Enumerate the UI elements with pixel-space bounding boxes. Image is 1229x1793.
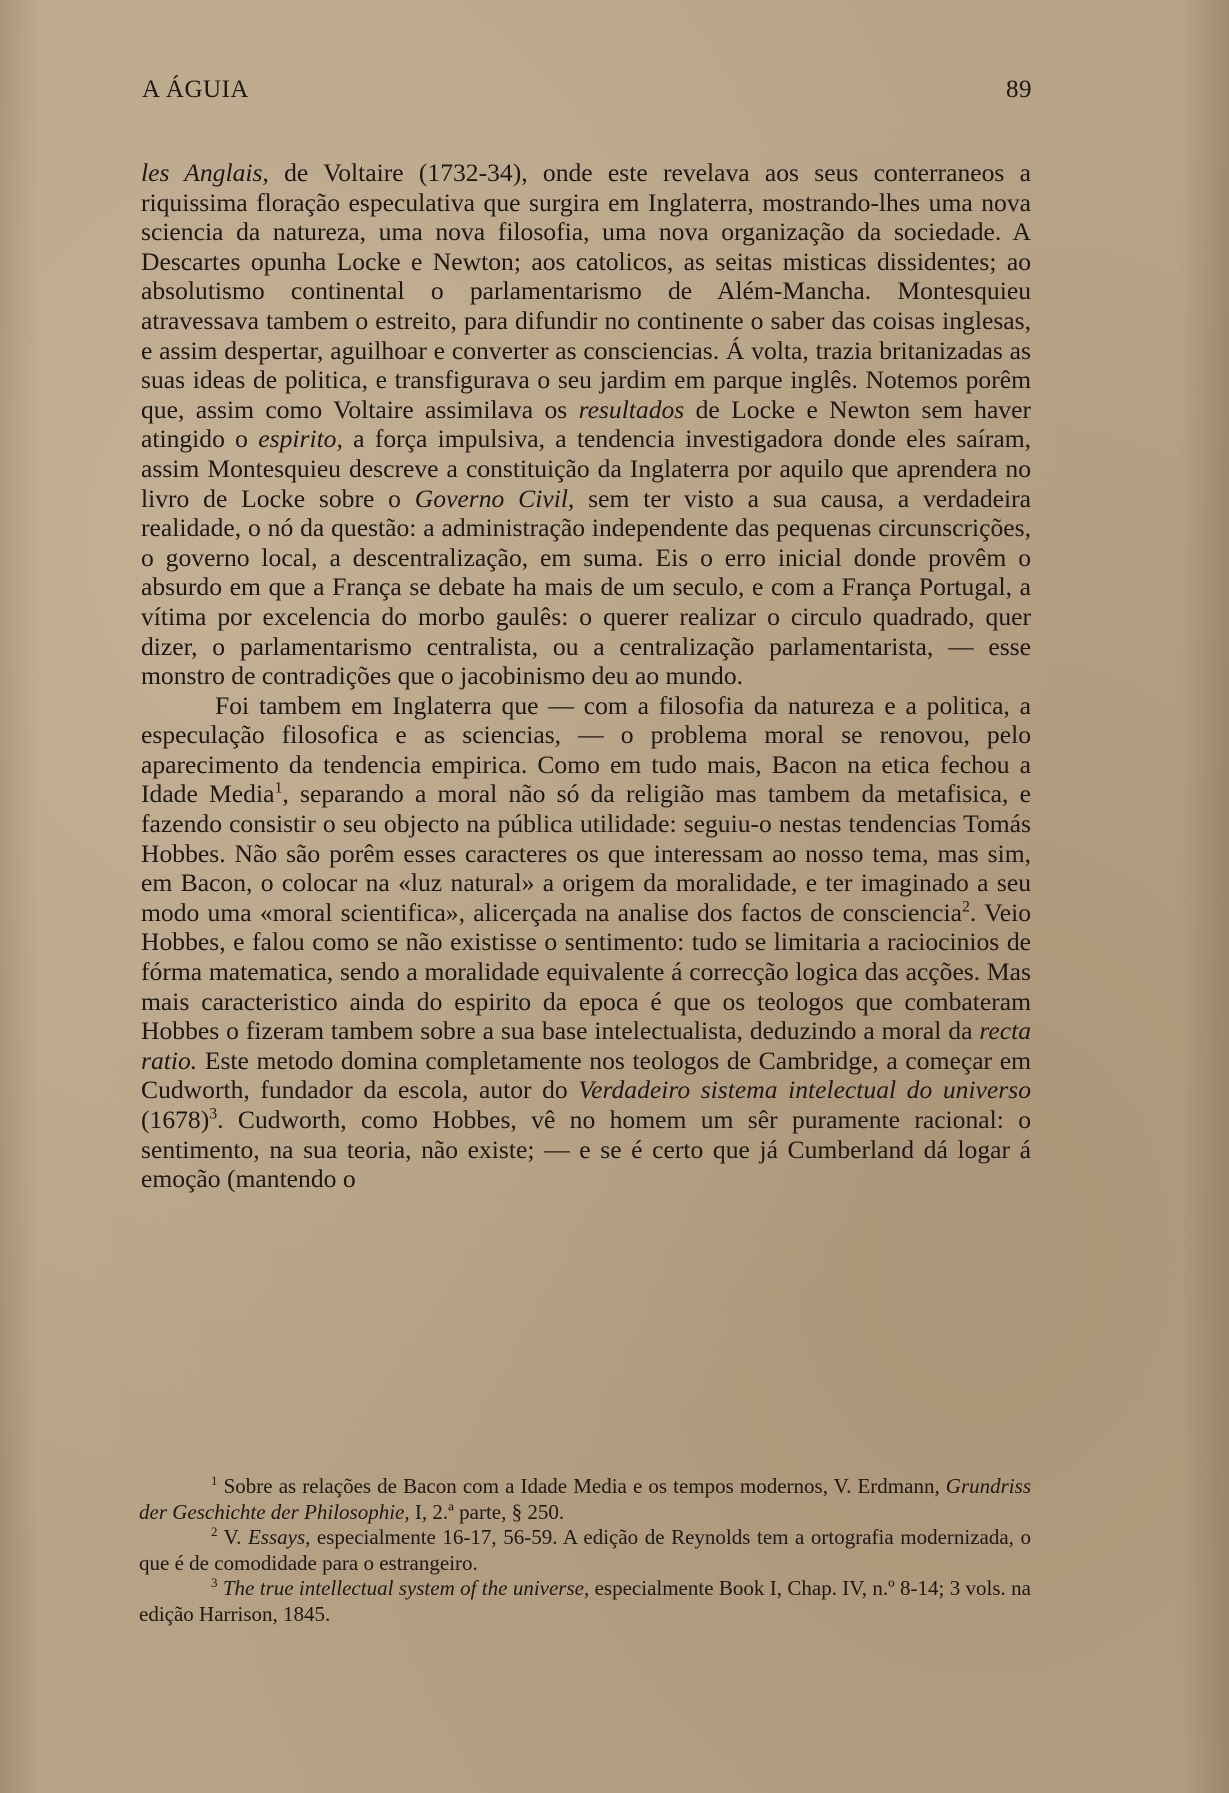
journal-title: A ÁGUIA [142,76,249,103]
footnote-mark: 3 [211,1575,218,1590]
text-run: a força impulsiva, a tendencia investigadora donde eles saíram, assim Montesquieu descreve a constituição da Inglaterra por aquilo que aprendera no livro de Locke sobre o [141,424,1031,513]
footnote-mark: 2 [211,1524,218,1539]
footnote-1 [139,1474,1031,1525]
running-head [142,76,1032,116]
text-run: V. [217,1525,248,1549]
text-run: de Voltaire (1732-34), onde este revelava aos seus conterraneos a riquissima floração especulativa que surgira em Inglaterra, mostrando-lhes uma nova sciencia da natureza, uma nova filosofia, uma nova organização da sociedade. A Descartes opunha Locke e Newton; aos catolicos, as seitas misticas dissidentes; ao absolutismo continental o parlamentarismo de Além-Mancha. Montesquieu atravessava tambem o estreito, para difundir no continente o saber das coisas inglesas, e assim despertar, aguilhoar e converter as consciencias. Á volta, trazia britanizadas as suas ideas de politica, e transfigurava o seu jardim em parque inglês. Notemos porêm que, assim como Voltaire assimilava os [141,158,1031,424]
paragraph-2 [141,691,1031,1194]
italic-run: recta ratio. [141,1016,1031,1075]
main-text [141,158,1031,1194]
text-run: I, 2.ª parte, § 250. [409,1499,565,1524]
italic-run: The true intellectual system of the universe, [217,1576,590,1600]
text-run: especialmente Book I, Chap. IV, n.º 8-14; 3 vols. na edição Harrison, 1845. [139,1576,1031,1626]
footnote-ref-1: 1 [274,779,283,797]
text-run: Sobre as relações de Bacon com a Idade Media e os tempos modernos, V. Erdmann, [217,1474,946,1498]
italic-run: espirito, [258,424,343,454]
text-run: , separando a moral não só da religião mas tambem da metafisica, e fazendo consistir o seu objecto na pública utilidade: seguiu-o nestas tendencias Tomás Hobbes. Não são porêm esses caracteres os que interessam ao nosso tema, mas sim, em Bacon, o colocar na «luz natural» a origem da moralidade, e ter imaginado a seu modo uma «moral scientifica», alicerçada na analise dos factos de consciencia [141,779,1031,927]
text-run: Foi tambem em Inglaterra que — com a filosofia da natureza e a politica, a especulação filosofica e as sciencias, — o problema moral se renovou, pelo aparecimento da tendencia empirica. Como em tudo mais, Bacon na etica fechou a Idade Media [141,690,1031,809]
footnote-ref-2: 2 [961,898,970,916]
text-run: especialmente 16-17, 56-59. A edição de Reynolds tem a ortografia modernizada, o que é de comodidade para o estrangeiro. [139,1525,1031,1575]
text-run: de Locke e Newton sem haver atingido o [141,394,1031,454]
italic-run: Governo Civil, [414,483,575,513]
text-run: . Cudworth, como Hobbes, vê no homem um sêr puramente racional: o sentimento, na sua teoria, não existe; — e se é certo que já Cumberland dá logar á emoção (mantendo o [141,1105,1031,1194]
footnote-2 [139,1525,1031,1576]
paragraph-1 [141,158,1031,691]
italic-run: Verdadeiro sistema intelectual do universo [578,1075,1031,1105]
text-run: . Veio Hobbes, e falou como se não existisse o sentimento: tudo se limitaria a raciocinios de fórma matematica, sendo a moralidade equivalente á correcção logica das acções. Mas mais caracteristico ainda do espirito da epoca é que os teologos que combateram Hobbes o fizeram tambem sobre a sua base intelectualista, deduzindo a moral da [141,897,1032,1046]
italic-run: resultados [578,394,685,424]
footnote-mark: 1 [211,1473,218,1488]
text-run: sem ter visto a sua causa, a verdadeira realidade, o nó da questão: a administração independente das pequenas circunscrições, o governo local, a descentralização, em suma. Eis o erro inicial donde provêm o absurdo em que a França se debate ha mais de um seculo, e com a França Portugal, a vítima por excelencia do morbo gaulês: o querer realizar o circulo quadrado, quer dizer, o parlamentarismo centralista, ou a centralização parlamentarista, — esse monstro de contradições que o jacobinismo deu ao mundo. [141,483,1031,691]
footnotes [139,1474,1031,1627]
text-run: (1678) [141,1105,210,1134]
italic-run: les Anglais, [141,158,269,187]
text-run: Este metodo domina completamente nos teologos de Cambridge, a começar em Cudworth, fundador da escola, autor do [141,1045,1031,1105]
footnote-3 [139,1576,1031,1627]
footnote-ref-3: 3 [209,1105,218,1123]
page-number: 89 [1006,76,1032,103]
italic-run: Grundriss der Geschichte der Philosophie, [139,1474,1031,1524]
italic-run: Essays, [247,1525,311,1549]
